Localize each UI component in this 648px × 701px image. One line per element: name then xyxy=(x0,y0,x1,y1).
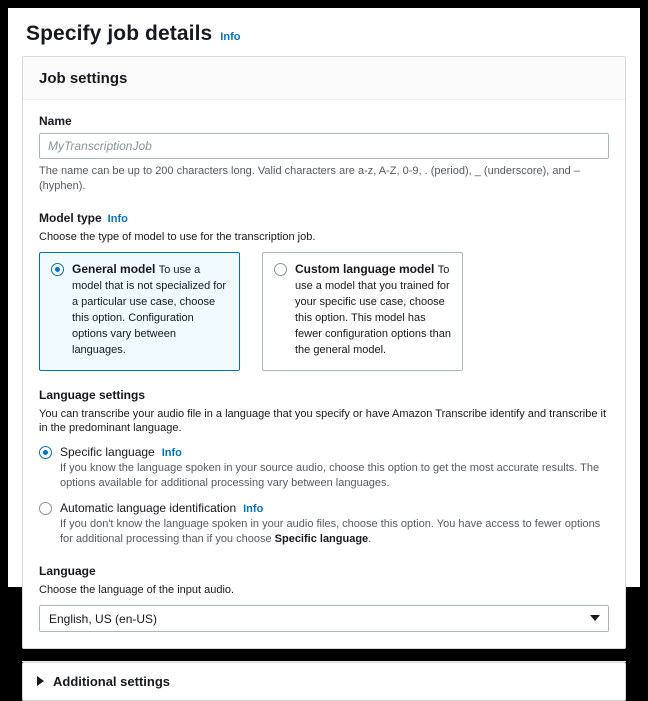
panel-header xyxy=(23,57,625,100)
language-settings-group xyxy=(39,388,609,547)
language-description: Choose the language of the input audio. xyxy=(39,583,235,596)
page-title: Specify job details xyxy=(26,22,213,45)
specific-language-description: If you know the language spoken in your source audio, choose this option to get the most accurate results. The options available for additional processing vary between languages. xyxy=(60,462,600,490)
name-hint: The name can be up to 200 characters long. Valid characters are a-z, A-Z, 0-9, . (period), _ (underscore), and – (hyphen). xyxy=(39,165,580,192)
language-select-wrapper xyxy=(39,605,609,632)
job-settings-panel xyxy=(22,56,626,649)
model-type-description: Choose the type of model to use for the transcription job. xyxy=(39,230,316,243)
radio-general-model[interactable] xyxy=(51,263,64,276)
general-model-description: To use a model that is not specialized for a particular use case, choose this option. Configuration options vary between languages. xyxy=(72,263,227,357)
language-label: Language xyxy=(39,563,96,578)
page-header xyxy=(8,8,640,56)
model-type-label-text: Model type xyxy=(39,210,102,225)
language-select-group xyxy=(39,564,609,632)
radio-row-automatic-language-identification[interactable] xyxy=(39,501,609,547)
model-type-tile-custom[interactable] xyxy=(262,252,463,371)
model-type-tile-general[interactable] xyxy=(39,252,240,371)
model-type-group xyxy=(39,211,609,371)
automatic-language-description xyxy=(60,517,609,547)
model-type-tiles xyxy=(39,252,609,371)
general-model-title: General model xyxy=(72,261,156,276)
custom-model-title: Custom language model xyxy=(295,261,435,276)
radio-specific-language[interactable] xyxy=(39,446,52,459)
additional-settings-section xyxy=(22,661,626,701)
panel-body xyxy=(23,100,625,648)
language-settings-description: You can transcribe your audio file in a language that you specify or have Amazon Transcribe identify and transcribe it in the predominant language. xyxy=(39,407,607,435)
page-container xyxy=(8,8,640,689)
model-type-label xyxy=(39,211,609,225)
automatic-language-description-bold: Specific language xyxy=(274,532,369,545)
radio-automatic-language-identification[interactable] xyxy=(39,502,52,515)
name-field-group xyxy=(39,114,609,194)
additional-settings-toggle[interactable] xyxy=(22,662,626,701)
panel-title: Job settings xyxy=(39,70,128,87)
page-info-link[interactable]: Info xyxy=(220,31,241,43)
radio-row-specific-language[interactable] xyxy=(39,445,609,491)
automatic-language-description-post: . xyxy=(368,532,372,545)
chevron-right-icon xyxy=(37,676,44,686)
name-input[interactable] xyxy=(39,133,609,159)
specific-language-info-link[interactable]: Info xyxy=(161,447,182,460)
automatic-language-title: Automatic language identification xyxy=(60,500,237,515)
radio-custom-language-model[interactable] xyxy=(274,263,287,276)
name-label: Name xyxy=(39,114,72,128)
custom-model-description: To use a model that you trained for your specific use case, choose this option. This model has fewer configuration options than the general model. xyxy=(295,263,451,357)
additional-settings-label: Additional settings xyxy=(53,673,170,689)
automatic-language-description-pre: If you don't know the language spoken in your audio files, choose this option. You have access to fewer options for additional processing than if you choose xyxy=(60,517,601,545)
language-settings-label: Language settings xyxy=(39,387,146,402)
language-select[interactable]: English, US (en-US) xyxy=(39,605,609,632)
automatic-language-info-link[interactable]: Info xyxy=(243,502,264,515)
model-type-info-link[interactable]: Info xyxy=(107,212,128,225)
specific-language-title: Specific language xyxy=(60,445,155,460)
